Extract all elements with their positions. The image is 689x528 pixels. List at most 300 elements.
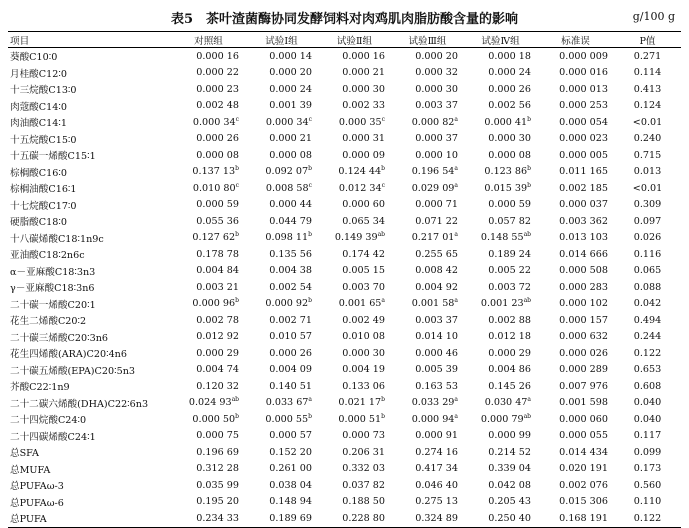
cell-trial-2 — [318, 263, 391, 280]
cell-trial-2-value: 0.003 70 — [342, 281, 385, 293]
cell-trial-1 — [245, 197, 318, 214]
cell-trial-4-value: 0.015 39 — [484, 182, 528, 194]
cell-p-value: 0.099 — [633, 446, 662, 458]
cell-se — [537, 362, 614, 379]
cell-trial-4 — [464, 477, 537, 494]
cell-se-value: 0.000 009 — [559, 50, 608, 62]
significance-letter: ab — [377, 231, 385, 239]
cell-trial-1-value: 0.000 34 — [265, 116, 309, 128]
cell-trial-3 — [391, 510, 464, 527]
cell-item — [8, 197, 172, 214]
significance-letter: c — [381, 115, 385, 123]
cell-se — [537, 48, 614, 65]
cell-trial-2 — [318, 180, 391, 197]
significance-letter: a — [308, 396, 312, 404]
cell-control — [172, 345, 245, 362]
cell-trial-3 — [391, 114, 464, 131]
cell-trial-1 — [245, 263, 318, 280]
cell-se — [537, 345, 614, 362]
cell-trial-3 — [391, 444, 464, 461]
table-row — [8, 164, 681, 181]
cell-se — [537, 279, 614, 296]
cell-control-value: 0.000 26 — [196, 133, 239, 145]
cell-trial-2-value: 0.021 17 — [338, 397, 382, 409]
cell-item — [8, 296, 172, 313]
cell-item-value: 葵酸C10∶0 — [10, 52, 58, 64]
cell-trial-4 — [464, 81, 537, 98]
table-row — [8, 312, 681, 329]
header-trial-4: 试验Ⅳ组 — [481, 35, 520, 47]
cell-trial-4-value: 0.002 56 — [488, 100, 531, 112]
cell-control — [172, 246, 245, 263]
table-row — [8, 428, 681, 445]
cell-item — [8, 48, 172, 65]
cell-se — [537, 263, 614, 280]
significance-letter: a — [527, 396, 531, 404]
table-row — [8, 494, 681, 511]
cell-item-value: 十八碳烯酸C18∶1n9c — [10, 233, 104, 245]
cell-trial-3 — [391, 428, 464, 445]
cell-control-value: 0.000 16 — [196, 50, 239, 62]
cell-trial-2-value: 0.133 06 — [342, 380, 385, 392]
cell-p — [614, 48, 681, 65]
significance-letter: b — [381, 165, 385, 173]
cell-se-value: 0.000 013 — [559, 83, 608, 95]
cell-trial-4 — [464, 510, 537, 527]
cell-trial-4 — [464, 312, 537, 329]
cell-trial-4-value: 0.000 29 — [488, 347, 531, 359]
cell-p — [614, 329, 681, 346]
cell-trial-2-value: 0.000 30 — [342, 83, 385, 95]
cell-se-value: 0.000 054 — [559, 116, 608, 128]
cell-item-value: 肉油酸C14∶1 — [10, 118, 67, 130]
cell-item-value: 二十碳三烯酸C20∶3n6 — [10, 332, 108, 344]
cell-trial-3-value: 0.324 89 — [415, 512, 458, 524]
cell-trial-2-value: 0.000 73 — [342, 430, 385, 442]
cell-item-value: 亚油酸C18∶2n6c — [10, 250, 85, 262]
cell-trial-3-value: 0.046 40 — [415, 479, 458, 491]
cell-control-value: 0.024 93 — [188, 397, 232, 409]
cell-trial-3 — [391, 477, 464, 494]
cell-trial-3-value: 0.004 92 — [415, 281, 458, 293]
cell-trial-3-value: 0.003 37 — [415, 100, 458, 112]
cell-trial-2 — [318, 444, 391, 461]
cell-p — [614, 395, 681, 412]
cell-p-value: 0.413 — [633, 83, 662, 95]
cell-control — [172, 444, 245, 461]
cell-trial-1 — [245, 114, 318, 131]
cell-trial-1 — [245, 477, 318, 494]
significance-letter: a — [454, 231, 458, 239]
cell-p — [614, 345, 681, 362]
cell-trial-4 — [464, 48, 537, 65]
cell-p — [614, 477, 681, 494]
cell-trial-1-value: 0.000 26 — [269, 347, 312, 359]
cell-trial-3-value: 0.000 71 — [415, 199, 458, 211]
table-row — [8, 378, 681, 395]
cell-trial-3-value: 0.000 20 — [415, 50, 458, 62]
cell-trial-1-value: 0.261 00 — [269, 463, 312, 475]
cell-trial-1-value: 0.000 92 — [265, 298, 309, 310]
cell-trial-4 — [464, 345, 537, 362]
cell-trial-4-value: 0.000 79 — [480, 413, 524, 425]
cell-p-value: 0.097 — [633, 215, 662, 227]
cell-trial-1-value: 0.140 51 — [269, 380, 312, 392]
cell-p — [614, 197, 681, 214]
cell-trial-4-value: 0.148 55 — [480, 232, 524, 244]
cell-trial-2-value: 0.000 60 — [342, 199, 385, 211]
cell-control-value: 0.000 59 — [196, 199, 239, 211]
cell-p — [614, 494, 681, 511]
cell-trial-2 — [318, 213, 391, 230]
cell-p-value: 0.560 — [633, 479, 662, 491]
cell-trial-1 — [245, 362, 318, 379]
cell-trial-3 — [391, 312, 464, 329]
table-body — [8, 48, 681, 528]
cell-se-value: 0.000 037 — [559, 199, 608, 211]
cell-se — [537, 213, 614, 230]
cell-trial-4 — [464, 98, 537, 115]
cell-item-value: 月桂酸C12∶0 — [10, 68, 67, 80]
cell-trial-4-value: 0.000 18 — [488, 50, 531, 62]
table-row — [8, 395, 681, 412]
cell-trial-1-value: 0.038 04 — [269, 479, 312, 491]
cell-item — [8, 362, 172, 379]
cell-trial-3-value: 0.033 29 — [411, 397, 455, 409]
cell-p — [614, 296, 681, 313]
cell-control-value: 0.002 48 — [196, 100, 239, 112]
cell-control-value: 0.178 78 — [196, 248, 239, 260]
significance-letter: a — [454, 297, 458, 305]
cell-trial-4-value: 0.003 72 — [488, 281, 531, 293]
header-trial-1: 试验Ⅰ组 — [265, 35, 298, 47]
cell-trial-3 — [391, 395, 464, 412]
cell-item-value: 总SFA — [10, 448, 39, 460]
cell-item — [8, 378, 172, 395]
cell-trial-4-value: 0.057 82 — [488, 215, 531, 227]
cell-trial-4 — [464, 230, 537, 247]
cell-trial-1-value: 0.008 58 — [265, 182, 309, 194]
cell-se-value: 0.011 165 — [559, 166, 608, 178]
cell-item — [8, 345, 172, 362]
cell-se — [537, 147, 614, 164]
cell-trial-3-value: 0.000 94 — [411, 413, 455, 425]
cell-trial-4-value: 0.000 41 — [484, 116, 528, 128]
cell-control-value: 0.000 50 — [192, 413, 236, 425]
cell-trial-1 — [245, 444, 318, 461]
header-control: 对照组 — [194, 35, 223, 47]
cell-trial-2 — [318, 461, 391, 478]
cell-trial-2 — [318, 494, 391, 511]
cell-trial-4-value: 0.000 30 — [488, 133, 531, 145]
cell-control — [172, 197, 245, 214]
significance-letter: ab — [523, 412, 531, 420]
cell-item — [8, 81, 172, 98]
cell-trial-1 — [245, 180, 318, 197]
significance-letter: b — [308, 297, 312, 305]
cell-control-value: 0.055 36 — [196, 215, 239, 227]
cell-p — [614, 81, 681, 98]
cell-p — [614, 461, 681, 478]
cell-trial-2-value: 0.037 82 — [342, 479, 385, 491]
cell-se — [537, 98, 614, 115]
cell-item-value: 二十碳一烯酸C20∶1 — [10, 299, 96, 311]
cell-trial-3-value: 0.000 91 — [415, 430, 458, 442]
cell-p-value: 0.240 — [633, 133, 662, 145]
cell-trial-3-value: 0.003 37 — [415, 314, 458, 326]
cell-item-value: 棕榈油酸C16∶1 — [10, 184, 77, 196]
cell-se-value: 0.000 253 — [559, 100, 608, 112]
cell-p — [614, 428, 681, 445]
cell-trial-3-value: 0.000 37 — [415, 133, 458, 145]
cell-trial-1 — [245, 147, 318, 164]
table-row — [8, 65, 681, 82]
header-row — [8, 32, 681, 48]
cell-trial-2 — [318, 48, 391, 65]
cell-se-value: 0.000 055 — [559, 430, 608, 442]
cell-se — [537, 114, 614, 131]
cell-se — [537, 312, 614, 329]
cell-p-value: 0.114 — [633, 67, 662, 79]
cell-trial-1-value: 0.002 54 — [269, 281, 312, 293]
significance-letter: c — [308, 181, 312, 189]
cell-trial-3 — [391, 131, 464, 148]
cell-trial-4-value: 0.000 24 — [488, 67, 531, 79]
cell-trial-2-value: 0.228 80 — [342, 512, 385, 524]
cell-trial-1 — [245, 296, 318, 313]
cell-trial-2 — [318, 114, 391, 131]
cell-item-value: 肉蔻酸C14∶0 — [10, 101, 67, 113]
cell-se-value: 0.000 102 — [559, 298, 608, 310]
cell-trial-2 — [318, 147, 391, 164]
cell-p — [614, 378, 681, 395]
significance-letter: c — [235, 115, 239, 123]
cell-trial-2-value: 0.124 44 — [338, 166, 382, 178]
cell-control — [172, 428, 245, 445]
cell-trial-3 — [391, 378, 464, 395]
cell-trial-1-value: 0.000 44 — [269, 199, 312, 211]
cell-trial-2-value: 0.065 34 — [342, 215, 385, 227]
cell-trial-1 — [245, 131, 318, 148]
table-row — [8, 48, 681, 65]
cell-p — [614, 65, 681, 82]
cell-trial-3 — [391, 411, 464, 428]
cell-p-value: 0.026 — [633, 232, 662, 244]
cell-p-value: 0.494 — [633, 314, 662, 326]
cell-item-value: 总PUFA — [10, 514, 47, 526]
table-row — [8, 197, 681, 214]
cell-trial-4 — [464, 131, 537, 148]
cell-trial-4 — [464, 378, 537, 395]
cell-item-value: 总PUFAω-3 — [10, 481, 64, 493]
cell-se — [537, 494, 614, 511]
cell-p-value: 0.116 — [633, 248, 662, 260]
cell-p — [614, 213, 681, 230]
cell-control-value: 0.195 20 — [196, 496, 239, 508]
cell-control — [172, 230, 245, 247]
cell-p — [614, 131, 681, 148]
significance-letter: a — [454, 181, 458, 189]
cell-trial-4-value: 0.250 40 — [488, 512, 531, 524]
cell-trial-4-value: 0.000 59 — [488, 199, 531, 211]
cell-control-value: 0.234 33 — [196, 512, 239, 524]
cell-se-value: 0.000 016 — [559, 67, 608, 79]
cell-trial-3-value: 0.001 58 — [411, 298, 455, 310]
table-title: 表5 茶叶渣菌酶协同发酵饲料对肉鸡肌肉脂肪酸含量的影响 — [170, 12, 519, 27]
cell-control-value: 0.127 62 — [192, 232, 236, 244]
cell-p-value: 0.309 — [633, 199, 662, 211]
cell-control — [172, 312, 245, 329]
cell-trial-3 — [391, 147, 464, 164]
cell-trial-3-value: 0.008 42 — [415, 265, 458, 277]
cell-se-value: 0.000 283 — [559, 281, 608, 293]
cell-control — [172, 147, 245, 164]
cell-item — [8, 180, 172, 197]
cell-p — [614, 411, 681, 428]
cell-trial-4-value: 0.012 18 — [488, 331, 531, 343]
cell-control — [172, 263, 245, 280]
cell-control-value: 0.000 34 — [192, 116, 236, 128]
cell-control-value: 0.000 75 — [196, 430, 239, 442]
cell-trial-2-value: 0.149 39 — [334, 232, 378, 244]
cell-p — [614, 246, 681, 263]
cell-trial-3-value: 0.163 53 — [415, 380, 458, 392]
cell-trial-1-value: 0.002 71 — [269, 314, 312, 326]
cell-control — [172, 296, 245, 313]
cell-trial-1-value: 0.004 09 — [269, 364, 312, 376]
cell-item-value: 十五烷酸C15∶0 — [10, 134, 77, 146]
cell-p — [614, 98, 681, 115]
cell-trial-2-value: 0.174 42 — [342, 248, 385, 260]
cell-se — [537, 180, 614, 197]
cell-trial-1 — [245, 213, 318, 230]
cell-trial-2-value: 0.206 31 — [342, 446, 385, 458]
cell-trial-3 — [391, 345, 464, 362]
cell-trial-3 — [391, 329, 464, 346]
cell-trial-4 — [464, 444, 537, 461]
cell-trial-2 — [318, 411, 391, 428]
cell-trial-1 — [245, 65, 318, 82]
cell-p-value: 0.244 — [633, 331, 662, 343]
cell-trial-2-value: 0.005 15 — [342, 265, 385, 277]
cell-trial-1 — [245, 494, 318, 511]
cell-trial-4-value: 0.005 22 — [488, 265, 531, 277]
cell-item — [8, 428, 172, 445]
cell-item-value: α－亚麻酸C18∶3n3 — [10, 266, 96, 278]
cell-se-value: 0.000 508 — [559, 265, 608, 277]
cell-p — [614, 279, 681, 296]
cell-item-value: 十三烷酸C13∶0 — [10, 85, 77, 97]
cell-trial-2 — [318, 378, 391, 395]
cell-item-value: 花生四烯酸(ARA)C20∶4n6 — [10, 349, 127, 361]
cell-trial-2 — [318, 164, 391, 181]
cell-control-value: 0.003 21 — [196, 281, 239, 293]
significance-letter: b — [381, 396, 385, 404]
significance-letter: a — [454, 165, 458, 173]
cell-se — [537, 197, 614, 214]
cell-p-value: 0.117 — [633, 430, 662, 442]
cell-trial-3-value: 0.005 39 — [415, 364, 458, 376]
cell-item — [8, 230, 172, 247]
cell-trial-2 — [318, 329, 391, 346]
cell-trial-4-value: 0.002 88 — [488, 314, 531, 326]
cell-item — [8, 494, 172, 511]
cell-item — [8, 477, 172, 494]
cell-trial-1-value: 0.010 57 — [269, 331, 312, 343]
cell-trial-1 — [245, 312, 318, 329]
cell-trial-2-value: 0.000 09 — [342, 149, 385, 161]
table-row — [8, 461, 681, 478]
cell-trial-4-value: 0.000 08 — [488, 149, 531, 161]
cell-control-value: 0.000 96 — [192, 298, 236, 310]
cell-p-value: 0.122 — [633, 512, 662, 524]
cell-trial-2-value: 0.000 51 — [338, 413, 382, 425]
cell-trial-4 — [464, 213, 537, 230]
cell-trial-4-value: 0.339 04 — [488, 463, 531, 475]
table-row — [8, 246, 681, 263]
cell-item-value: 芥酸C22∶1n9 — [10, 382, 70, 394]
cell-control — [172, 494, 245, 511]
significance-letter: b — [308, 231, 312, 239]
cell-item-value: 二十四碳烯酸C24∶1 — [10, 431, 96, 443]
table-row — [8, 230, 681, 247]
cell-trial-4-value: 0.000 26 — [488, 83, 531, 95]
cell-se-value: 0.000 026 — [559, 347, 608, 359]
cell-control — [172, 98, 245, 115]
cell-control-value: 0.000 29 — [196, 347, 239, 359]
significance-letter: ab — [231, 396, 239, 404]
unit-label: g/100 g — [632, 10, 675, 23]
cell-trial-2-value: 0.012 34 — [338, 182, 382, 194]
cell-control-value: 0.312 28 — [196, 463, 239, 475]
cell-trial-2 — [318, 197, 391, 214]
cell-control-value: 0.012 92 — [196, 331, 239, 343]
cell-p-value: <0.01 — [632, 182, 663, 194]
cell-trial-3-value: 0.217 01 — [411, 232, 455, 244]
cell-se-value: 0.000 005 — [559, 149, 608, 161]
cell-p-value: 0.040 — [633, 413, 662, 425]
cell-trial-2 — [318, 477, 391, 494]
cell-item-value: 十七烷酸C17∶0 — [10, 200, 77, 212]
cell-trial-1-value: 0.000 08 — [269, 149, 312, 161]
significance-letter: a — [454, 115, 458, 123]
cell-trial-2 — [318, 279, 391, 296]
table-row — [8, 147, 681, 164]
cell-trial-4 — [464, 114, 537, 131]
cell-trial-2 — [318, 65, 391, 82]
cell-trial-3 — [391, 461, 464, 478]
cell-trial-4 — [464, 246, 537, 263]
cell-control-value: 0.120 32 — [196, 380, 239, 392]
cell-trial-1 — [245, 510, 318, 527]
cell-trial-2-value: 0.001 65 — [338, 298, 382, 310]
cell-item-value: 棕榈酸C16∶0 — [10, 167, 67, 179]
cell-p — [614, 263, 681, 280]
cell-trial-1 — [245, 411, 318, 428]
cell-trial-4 — [464, 279, 537, 296]
cell-trial-3-value: 0.417 34 — [415, 463, 458, 475]
cell-trial-4 — [464, 164, 537, 181]
cell-trial-3-value: 0.000 32 — [415, 67, 458, 79]
cell-se-value: 0.015 306 — [559, 496, 608, 508]
cell-trial-2-value: 0.188 50 — [342, 496, 385, 508]
significance-letter: a — [381, 297, 385, 305]
cell-item-value: 硬脂酸C18∶0 — [10, 217, 67, 229]
cell-trial-1-value: 0.148 94 — [269, 496, 312, 508]
cell-control — [172, 395, 245, 412]
cell-se — [537, 329, 614, 346]
cell-control — [172, 279, 245, 296]
